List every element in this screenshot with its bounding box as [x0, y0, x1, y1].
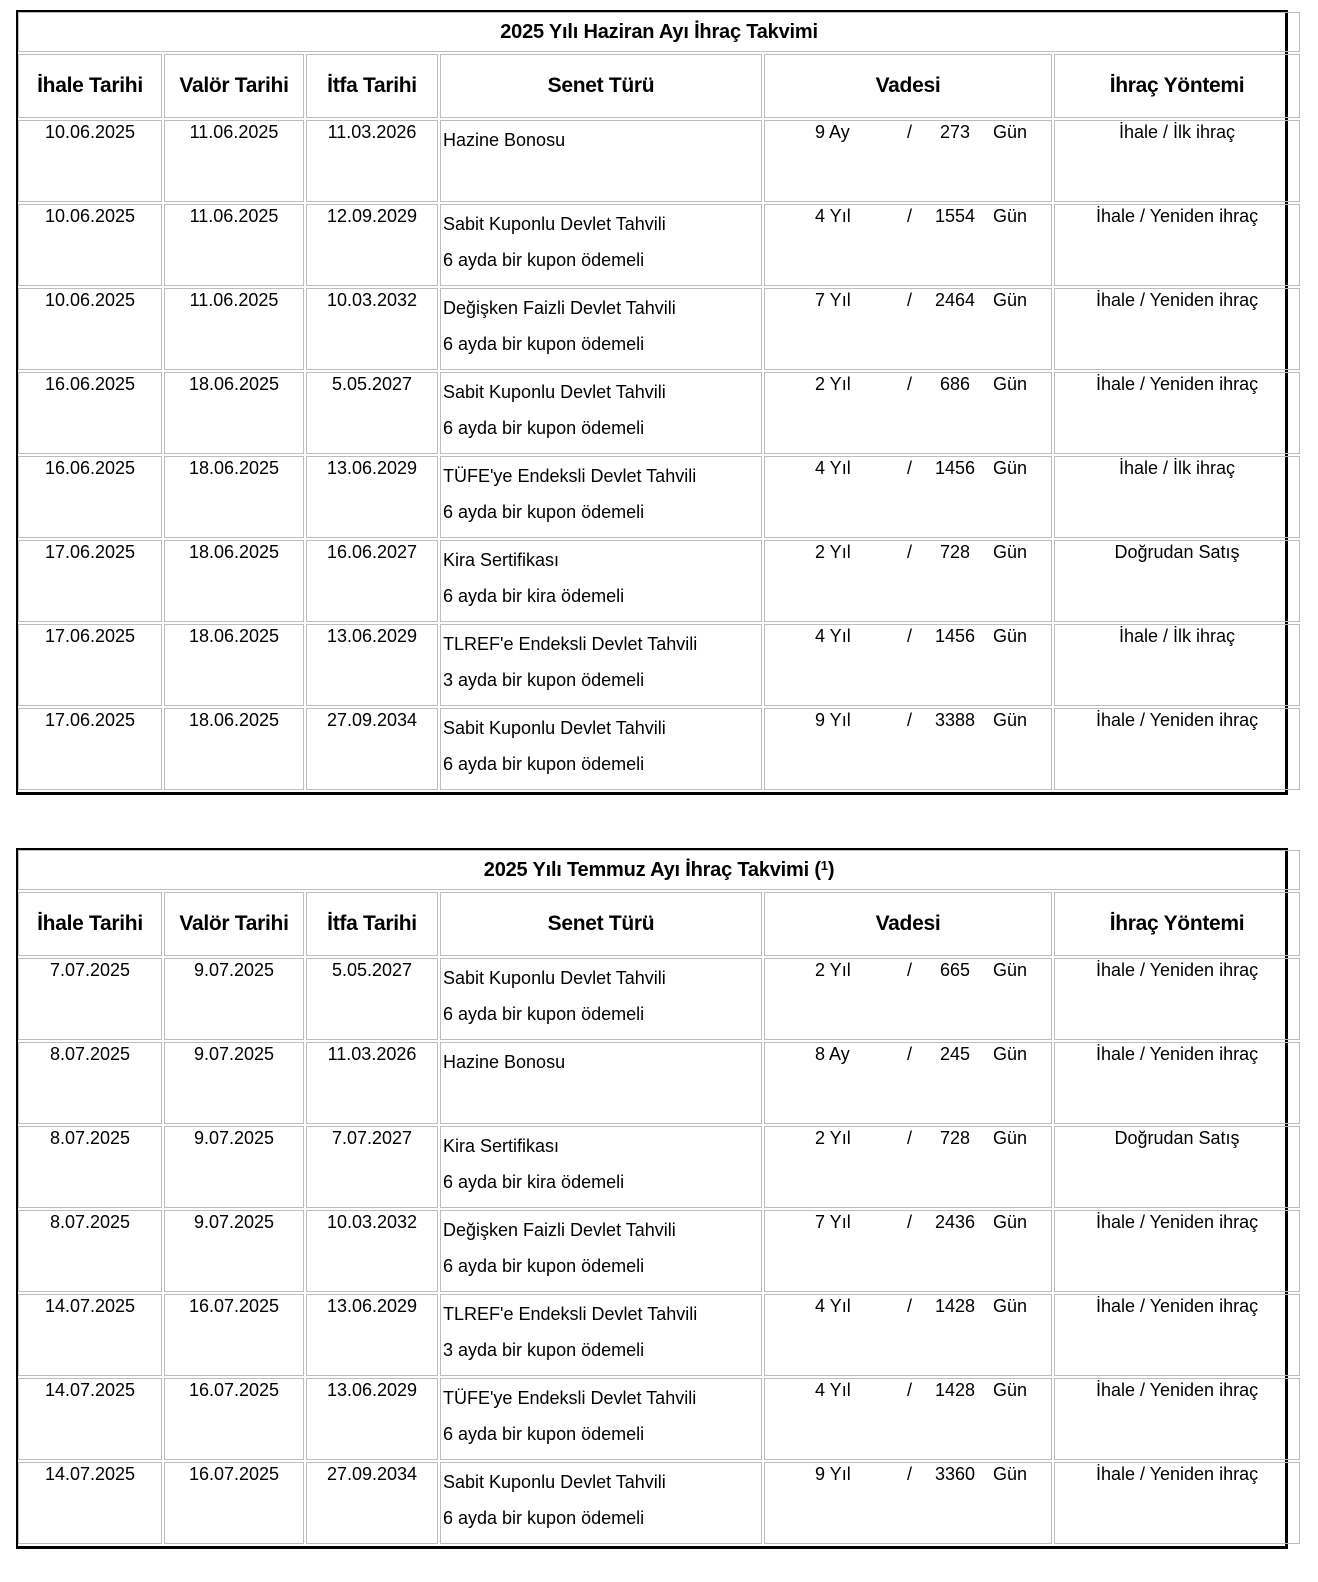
payment-frequency: 6 ayda bir kupon ödemeli	[443, 250, 645, 270]
maturity-cell	[764, 1462, 1052, 1544]
auction-date-cell	[18, 540, 162, 622]
issuance-method: İhale / Yeniden ihraç	[1095, 1464, 1259, 1484]
value-date-cell	[164, 540, 304, 622]
term-value: 9 Ay	[815, 122, 850, 142]
maturity-date-cell	[306, 372, 438, 454]
june-calendar-table	[16, 10, 1302, 792]
payment-frequency: 6 ayda bir kupon ödemeli	[443, 502, 645, 522]
term-separator: /	[907, 458, 913, 478]
security-type: TLREF'e Endeksli Devlet Tahvili	[443, 634, 698, 654]
header-maturity: Vadesi	[764, 54, 1052, 118]
security-type-cell	[440, 288, 762, 370]
term-value: 7 Yıl	[815, 1212, 851, 1232]
maturity-date-cell	[306, 1126, 438, 1208]
value-date-cell	[164, 1210, 304, 1292]
term-days-unit: Gün	[993, 458, 1028, 478]
term-days-unit: Gün	[993, 290, 1028, 310]
term-days-unit: Gün	[993, 374, 1028, 394]
maturity-date: 13.06.2029	[326, 458, 418, 478]
header-issuance-method: İhraç Yöntemi	[1054, 54, 1300, 118]
issuance-method-cell	[1054, 120, 1300, 202]
issuance-method-cell	[1054, 288, 1300, 370]
table-row	[18, 456, 1300, 538]
term-separator: /	[907, 1212, 913, 1232]
term-value: 9 Yıl	[815, 1464, 851, 1484]
term-value: 4 Yıl	[815, 206, 851, 226]
security-type: Hazine Bonosu	[443, 130, 566, 150]
issuance-method: Doğrudan Satış	[1114, 1128, 1240, 1148]
maturity-cell	[764, 708, 1052, 790]
issuance-method: İhale / Yeniden ihraç	[1095, 960, 1259, 980]
table-row	[18, 1378, 1300, 1460]
term-days: 273	[939, 122, 971, 142]
security-type-cell	[440, 708, 762, 790]
maturity-date: 11.03.2026	[327, 122, 417, 142]
auction-date-cell	[18, 372, 162, 454]
term-days-unit: Gün	[993, 626, 1028, 646]
value-date: 16.07.2025	[188, 1380, 280, 1400]
maturity-date-cell	[306, 288, 438, 370]
issuance-method-cell	[1054, 1378, 1300, 1460]
value-date: 9.07.2025	[193, 1044, 275, 1064]
value-date: 9.07.2025	[193, 960, 275, 980]
value-date-cell	[164, 624, 304, 706]
maturity-date: 5.05.2027	[331, 960, 413, 980]
auction-date: 16.06.2025	[44, 458, 136, 478]
payment-frequency: 3 ayda bir kupon ödemeli	[443, 1340, 645, 1360]
payment-frequency: 6 ayda bir kupon ödemeli	[443, 1508, 645, 1528]
maturity-cell	[764, 1042, 1052, 1124]
maturity-date: 12.09.2029	[326, 206, 418, 226]
header-auction-date: İhale Tarihi	[18, 892, 162, 956]
value-date: 9.07.2025	[193, 1128, 275, 1148]
value-date: 16.07.2025	[188, 1296, 280, 1316]
maturity-cell	[764, 1378, 1052, 1460]
security-type: Değişken Faizli Devlet Tahvili	[443, 1220, 676, 1240]
issuance-method-cell	[1054, 1042, 1300, 1124]
term-separator: /	[907, 1044, 913, 1064]
term-days: 1456	[934, 626, 976, 646]
issuance-method-cell	[1054, 1294, 1300, 1376]
security-type-cell	[440, 456, 762, 538]
maturity-date-cell	[306, 204, 438, 286]
term-days: 1456	[934, 458, 976, 478]
issuance-method: İhale / Yeniden ihraç	[1095, 206, 1259, 226]
auction-date-cell	[18, 1378, 162, 1460]
security-type-cell	[440, 120, 762, 202]
maturity-date-cell	[306, 1378, 438, 1460]
june-issuance-calendar	[16, 10, 1288, 795]
july-issuance-calendar	[16, 848, 1288, 1549]
issuance-method: İhale / Yeniden ihraç	[1095, 374, 1259, 394]
value-date: 18.06.2025	[188, 710, 280, 730]
calendar-title: 2025 Yılı Haziran Ayı İhraç Takvimi	[18, 12, 1300, 52]
auction-date: 8.07.2025	[49, 1212, 131, 1232]
security-type: Kira Sertifikası	[443, 1136, 560, 1156]
header-issuance-method: İhraç Yöntemi	[1054, 892, 1300, 956]
term-days-unit: Gün	[993, 542, 1028, 562]
security-type-cell	[440, 1462, 762, 1544]
auction-date: 10.06.2025	[44, 206, 136, 226]
term-value: 8 Ay	[815, 1044, 850, 1064]
security-type-cell	[440, 1042, 762, 1124]
maturity-cell	[764, 1210, 1052, 1292]
auction-date: 8.07.2025	[49, 1128, 131, 1148]
term-days: 2436	[934, 1212, 976, 1232]
term-separator: /	[907, 122, 913, 142]
value-date-cell	[164, 288, 304, 370]
table-row	[18, 708, 1300, 790]
payment-frequency: 6 ayda bir kira ödemeli	[443, 1172, 625, 1192]
header-auction-date: İhale Tarihi	[18, 54, 162, 118]
value-date: 11.06.2025	[189, 122, 279, 142]
maturity-date: 11.03.2026	[327, 1044, 417, 1064]
value-date: 18.06.2025	[188, 458, 280, 478]
header-maturity-date: İtfa Tarihi	[306, 54, 438, 118]
issuance-method: İhale / İlk ihraç	[1119, 626, 1236, 646]
term-days-unit: Gün	[993, 710, 1028, 730]
header-security-type: Senet Türü	[440, 54, 762, 118]
term-separator: /	[907, 206, 913, 226]
issuance-method-cell	[1054, 958, 1300, 1040]
term-days-unit: Gün	[993, 1128, 1028, 1148]
term-days-unit: Gün	[993, 1044, 1028, 1064]
auction-date-cell	[18, 1294, 162, 1376]
security-type: Değişken Faizli Devlet Tahvili	[443, 298, 676, 318]
term-value: 9 Yıl	[815, 710, 851, 730]
maturity-cell	[764, 624, 1052, 706]
payment-frequency: 6 ayda bir kupon ödemeli	[443, 1004, 645, 1024]
auction-date-cell	[18, 1042, 162, 1124]
value-date-cell	[164, 1462, 304, 1544]
value-date: 9.07.2025	[193, 1212, 275, 1232]
maturity-cell	[764, 1294, 1052, 1376]
security-type: Sabit Kuponlu Devlet Tahvili	[443, 718, 666, 738]
table-row	[18, 1210, 1300, 1292]
payment-frequency: 6 ayda bir kupon ödemeli	[443, 334, 645, 354]
auction-date: 17.06.2025	[44, 710, 136, 730]
auction-date-cell	[18, 1210, 162, 1292]
term-days-unit: Gün	[993, 1380, 1028, 1400]
auction-date: 10.06.2025	[44, 122, 136, 142]
issuance-method: İhale / İlk ihraç	[1119, 458, 1236, 478]
issuance-method: Doğrudan Satış	[1114, 542, 1240, 562]
footnote-marker[interactable]: 1	[820, 858, 828, 873]
payment-frequency: 6 ayda bir kupon ödemeli	[443, 1256, 645, 1276]
maturity-cell	[764, 456, 1052, 538]
security-type: TLREF'e Endeksli Devlet Tahvili	[443, 1304, 698, 1324]
issuance-method: İhale / Yeniden ihraç	[1095, 710, 1259, 730]
issuance-method: İhale / Yeniden ihraç	[1095, 1044, 1259, 1064]
table-row	[18, 372, 1300, 454]
auction-date-cell	[18, 288, 162, 370]
value-date-cell	[164, 120, 304, 202]
term-days: 1554	[934, 206, 976, 226]
auction-date-cell	[18, 1462, 162, 1544]
maturity-cell	[764, 204, 1052, 286]
maturity-date: 5.05.2027	[331, 374, 413, 394]
term-days-unit: Gün	[993, 960, 1028, 980]
term-days: 3360	[934, 1464, 976, 1484]
maturity-cell	[764, 1126, 1052, 1208]
security-type-cell	[440, 372, 762, 454]
maturity-date-cell	[306, 958, 438, 1040]
june-calendar-body	[18, 120, 1300, 790]
maturity-date-cell	[306, 1462, 438, 1544]
maturity-cell	[764, 288, 1052, 370]
issuance-method: İhale / Yeniden ihraç	[1095, 1296, 1259, 1316]
security-type: Sabit Kuponlu Devlet Tahvili	[443, 214, 666, 234]
term-days: 728	[939, 542, 971, 562]
value-date: 18.06.2025	[188, 542, 280, 562]
term-value: 2 Yıl	[815, 542, 851, 562]
maturity-cell	[764, 958, 1052, 1040]
term-days: 245	[939, 1044, 971, 1064]
maturity-date-cell	[306, 624, 438, 706]
table-row	[18, 624, 1300, 706]
security-type: Sabit Kuponlu Devlet Tahvili	[443, 382, 666, 402]
term-days-unit: Gün	[993, 1464, 1028, 1484]
payment-frequency: 6 ayda bir kira ödemeli	[443, 586, 625, 606]
term-days: 665	[939, 960, 971, 980]
maturity-date-cell	[306, 456, 438, 538]
auction-date-cell	[18, 708, 162, 790]
table-row	[18, 958, 1300, 1040]
auction-date-cell	[18, 624, 162, 706]
auction-date: 14.07.2025	[44, 1380, 136, 1400]
security-type-cell	[440, 1210, 762, 1292]
maturity-date-cell	[306, 120, 438, 202]
maturity-date-cell	[306, 1294, 438, 1376]
term-value: 2 Yıl	[815, 374, 851, 394]
maturity-date: 13.06.2029	[326, 1296, 418, 1316]
maturity-date-cell	[306, 540, 438, 622]
maturity-date: 10.03.2032	[326, 1212, 418, 1232]
value-date-cell	[164, 958, 304, 1040]
payment-frequency: 6 ayda bir kupon ödemeli	[443, 754, 645, 774]
term-separator: /	[907, 290, 913, 310]
table-row	[18, 540, 1300, 622]
issuance-method-cell	[1054, 372, 1300, 454]
term-separator: /	[907, 542, 913, 562]
table-row	[18, 1294, 1300, 1376]
maturity-cell	[764, 372, 1052, 454]
value-date-cell	[164, 204, 304, 286]
security-type: TÜFE'ye Endeksli Devlet Tahvili	[443, 1388, 697, 1408]
term-days: 2464	[934, 290, 976, 310]
value-date-cell	[164, 708, 304, 790]
term-value: 2 Yıl	[815, 960, 851, 980]
term-days-unit: Gün	[993, 1212, 1028, 1232]
header-security-type: Senet Türü	[440, 892, 762, 956]
header-value-date: Valör Tarihi	[164, 54, 304, 118]
term-value: 7 Yıl	[815, 290, 851, 310]
security-type: Sabit Kuponlu Devlet Tahvili	[443, 1472, 666, 1492]
maturity-date: 13.06.2029	[326, 626, 418, 646]
value-date-cell	[164, 456, 304, 538]
term-days: 1428	[934, 1296, 976, 1316]
auction-date: 14.07.2025	[44, 1464, 136, 1484]
value-date-cell	[164, 1294, 304, 1376]
maturity-date: 7.07.2027	[331, 1128, 413, 1148]
table-row	[18, 1126, 1300, 1208]
term-separator: /	[907, 1128, 913, 1148]
auction-date-cell	[18, 958, 162, 1040]
issuance-method-cell	[1054, 1210, 1300, 1292]
maturity-date-cell	[306, 708, 438, 790]
auction-date: 10.06.2025	[44, 290, 136, 310]
header-maturity-date: İtfa Tarihi	[306, 892, 438, 956]
term-separator: /	[907, 960, 913, 980]
july-calendar-table	[16, 848, 1302, 1546]
auction-date: 14.07.2025	[44, 1296, 136, 1316]
term-value: 4 Yıl	[815, 458, 851, 478]
security-type-cell	[440, 1294, 762, 1376]
table-row	[18, 120, 1300, 202]
auction-date-cell	[18, 456, 162, 538]
issuance-method-cell	[1054, 1126, 1300, 1208]
auction-date: 16.06.2025	[44, 374, 136, 394]
value-date-cell	[164, 1126, 304, 1208]
issuance-method-cell	[1054, 204, 1300, 286]
term-separator: /	[907, 374, 913, 394]
value-date-cell	[164, 1378, 304, 1460]
table-row	[18, 204, 1300, 286]
calendar-title: 2025 Yılı Temmuz Ayı İhraç Takvimi ($^1$)	[18, 850, 1300, 890]
maturity-date: 13.06.2029	[326, 1380, 418, 1400]
term-days-unit: Gün	[993, 1296, 1028, 1316]
term-days: 1428	[934, 1380, 976, 1400]
maturity-date-cell	[306, 1210, 438, 1292]
term-value: 4 Yıl	[815, 626, 851, 646]
auction-date-cell	[18, 1126, 162, 1208]
issuance-method-cell	[1054, 708, 1300, 790]
issuance-method-cell	[1054, 1462, 1300, 1544]
auction-date: 8.07.2025	[49, 1044, 131, 1064]
issuance-method-cell	[1054, 456, 1300, 538]
issuance-method-cell	[1054, 540, 1300, 622]
term-separator: /	[907, 710, 913, 730]
security-type: Sabit Kuponlu Devlet Tahvili	[443, 968, 666, 988]
term-days-unit: Gün	[993, 122, 1028, 142]
payment-frequency: 6 ayda bir kupon ödemeli	[443, 418, 645, 438]
value-date: 18.06.2025	[188, 626, 280, 646]
term-separator: /	[907, 1464, 913, 1484]
security-type: Hazine Bonosu	[443, 1052, 566, 1072]
term-value: 4 Yıl	[815, 1380, 851, 1400]
value-date-cell	[164, 372, 304, 454]
table-row	[18, 1042, 1300, 1124]
auction-date-cell	[18, 120, 162, 202]
auction-date-cell	[18, 204, 162, 286]
value-date: 11.06.2025	[189, 290, 279, 310]
term-value: 2 Yıl	[815, 1128, 851, 1148]
header-maturity: Vadesi	[764, 892, 1052, 956]
payment-frequency: 6 ayda bir kupon ödemeli	[443, 1424, 645, 1444]
term-separator: /	[907, 1296, 913, 1316]
term-days: 728	[939, 1128, 971, 1148]
value-date: 11.06.2025	[189, 206, 279, 226]
auction-date: 17.06.2025	[44, 626, 136, 646]
term-days-unit: Gün	[993, 206, 1028, 226]
security-type-cell	[440, 540, 762, 622]
auction-date: 7.07.2025	[49, 960, 131, 980]
maturity-date: 16.06.2027	[326, 542, 418, 562]
maturity-date-cell	[306, 1042, 438, 1124]
maturity-date: 10.03.2032	[326, 290, 418, 310]
table-row	[18, 1462, 1300, 1544]
security-type-cell	[440, 958, 762, 1040]
security-type: Kira Sertifikası	[443, 550, 560, 570]
term-days: 686	[939, 374, 971, 394]
issuance-method-cell	[1054, 624, 1300, 706]
maturity-date: 27.09.2034	[326, 1464, 418, 1484]
value-date: 16.07.2025	[188, 1464, 280, 1484]
security-type: TÜFE'ye Endeksli Devlet Tahvili	[443, 466, 697, 486]
term-value: 4 Yıl	[815, 1296, 851, 1316]
security-type-cell	[440, 1126, 762, 1208]
issuance-method: İhale / Yeniden ihraç	[1095, 1212, 1259, 1232]
value-date-cell	[164, 1042, 304, 1124]
issuance-method: İhale / Yeniden ihraç	[1095, 290, 1259, 310]
term-separator: /	[907, 626, 913, 646]
july-calendar-body	[18, 958, 1300, 1544]
value-date: 18.06.2025	[188, 374, 280, 394]
maturity-cell	[764, 540, 1052, 622]
issuance-method: İhale / İlk ihraç	[1119, 122, 1236, 142]
term-separator: /	[907, 1380, 913, 1400]
payment-frequency: 3 ayda bir kupon ödemeli	[443, 670, 645, 690]
header-value-date: Valör Tarihi	[164, 892, 304, 956]
term-days: 3388	[934, 710, 976, 730]
security-type-cell	[440, 204, 762, 286]
maturity-date: 27.09.2034	[326, 710, 418, 730]
maturity-cell	[764, 120, 1052, 202]
security-type-cell	[440, 1378, 762, 1460]
security-type-cell	[440, 624, 762, 706]
auction-date: 17.06.2025	[44, 542, 136, 562]
issuance-method: İhale / Yeniden ihraç	[1095, 1380, 1259, 1400]
table-row	[18, 288, 1300, 370]
